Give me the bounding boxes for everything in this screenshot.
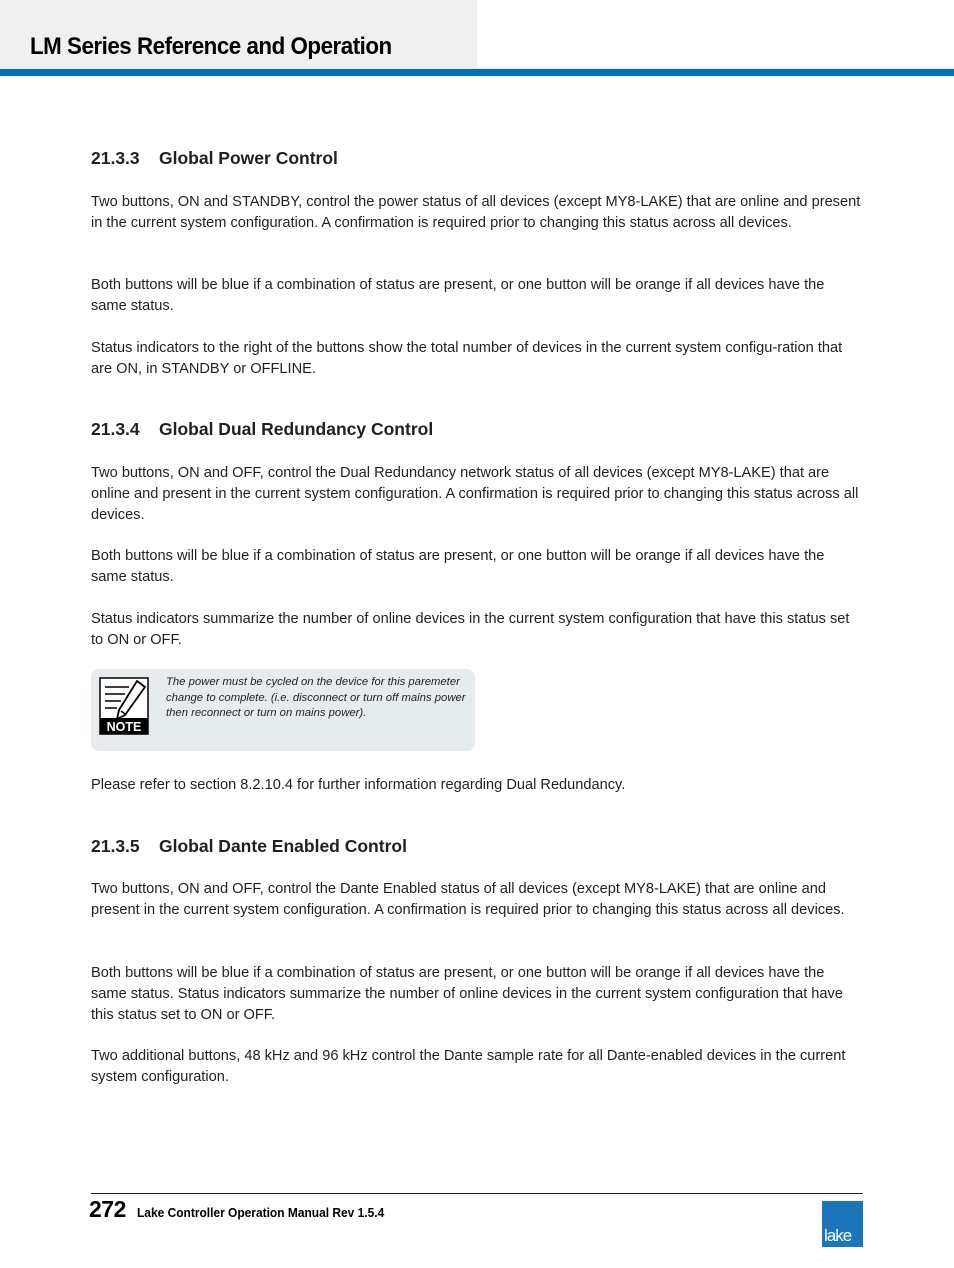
paragraph: Two buttons, ON and STANDBY, control the power status of all devices (except MY8-LAKE) that are online and present in the current system configuration. A confirmation is required prior to changing this status across all devices. [91, 194, 861, 231]
page-header-title: LM Series Reference and Operation [30, 33, 392, 60]
paragraph: Two buttons, ON and OFF, control the Dante Enabled status of all devices (except MY8-LAKE) that are online and present in the current system configuration. A confirmation is required prior to changing this status across all devices. [91, 881, 845, 918]
note-callout [91, 669, 475, 751]
section-title: Global Power Control [159, 148, 338, 168]
lake-logo-text: lake [824, 1226, 852, 1245]
paragraph: Both buttons will be blue if a combination of status are present, or one button will be orange if all devices have the same status. [91, 548, 825, 585]
paragraph: Two buttons, ON and OFF, control the Dual Redundancy network status of all devices (except MY8-LAKE) that are online and present in the current system configuration. A confirmation is required prior to changing this status across all devices. [91, 465, 859, 523]
section-title: Global Dual Redundancy Control [159, 419, 434, 439]
lake-logo [822, 1201, 863, 1247]
section-title: Global Dante Enabled Control [159, 836, 407, 856]
section-number: 21.3.4 [91, 419, 140, 439]
section-heading-dante [91, 836, 407, 857]
section-number: 21.3.3 [91, 148, 140, 168]
header-rule [0, 69, 954, 76]
paragraph: Two additional buttons, 48 kHz and 96 kHz control the Dante sample rate for all Dante-enabled devices in the current system configuration. [91, 1048, 846, 1085]
footer-rule [91, 1193, 863, 1194]
footer-manual-title: Lake Controller Operation Manual Rev 1.5.4 [137, 1205, 385, 1220]
paragraph: Please refer to section 8.2.10.4 for further information regarding Dual Redundancy. [91, 777, 626, 793]
note-icon [99, 677, 149, 735]
note-icon-label: NOTE [106, 720, 142, 734]
note-text: The power must be cycled on the device for this paremeter change to complete. (i.e. disconnect or turn off mains power then reconnect or turn on mains power). [166, 676, 466, 720]
paragraph: Both buttons will be blue if a combination of status are present, or one button will be orange if all devices have the same status. [91, 277, 825, 314]
paragraph: Status indicators to the right of the buttons show the total number of devices in the current system configu-ration that are ON, in STANDBY or OFFLINE. [91, 340, 843, 377]
paragraph: Status indicators summarize the number of online devices in the current system configuration that have this status set to ON or OFF. [91, 611, 850, 648]
section-heading-dual-redundancy [91, 419, 433, 440]
section-number: 21.3.5 [91, 836, 140, 856]
paragraph: Both buttons will be blue if a combination of status are present, or one button will be orange if all devices have the same status. Status indicators summarize the number of online devices in the current system configuration that have this status set to ON or OFF. [91, 965, 843, 1023]
section-heading-power [91, 148, 338, 169]
page-number: 272 [89, 1196, 126, 1222]
